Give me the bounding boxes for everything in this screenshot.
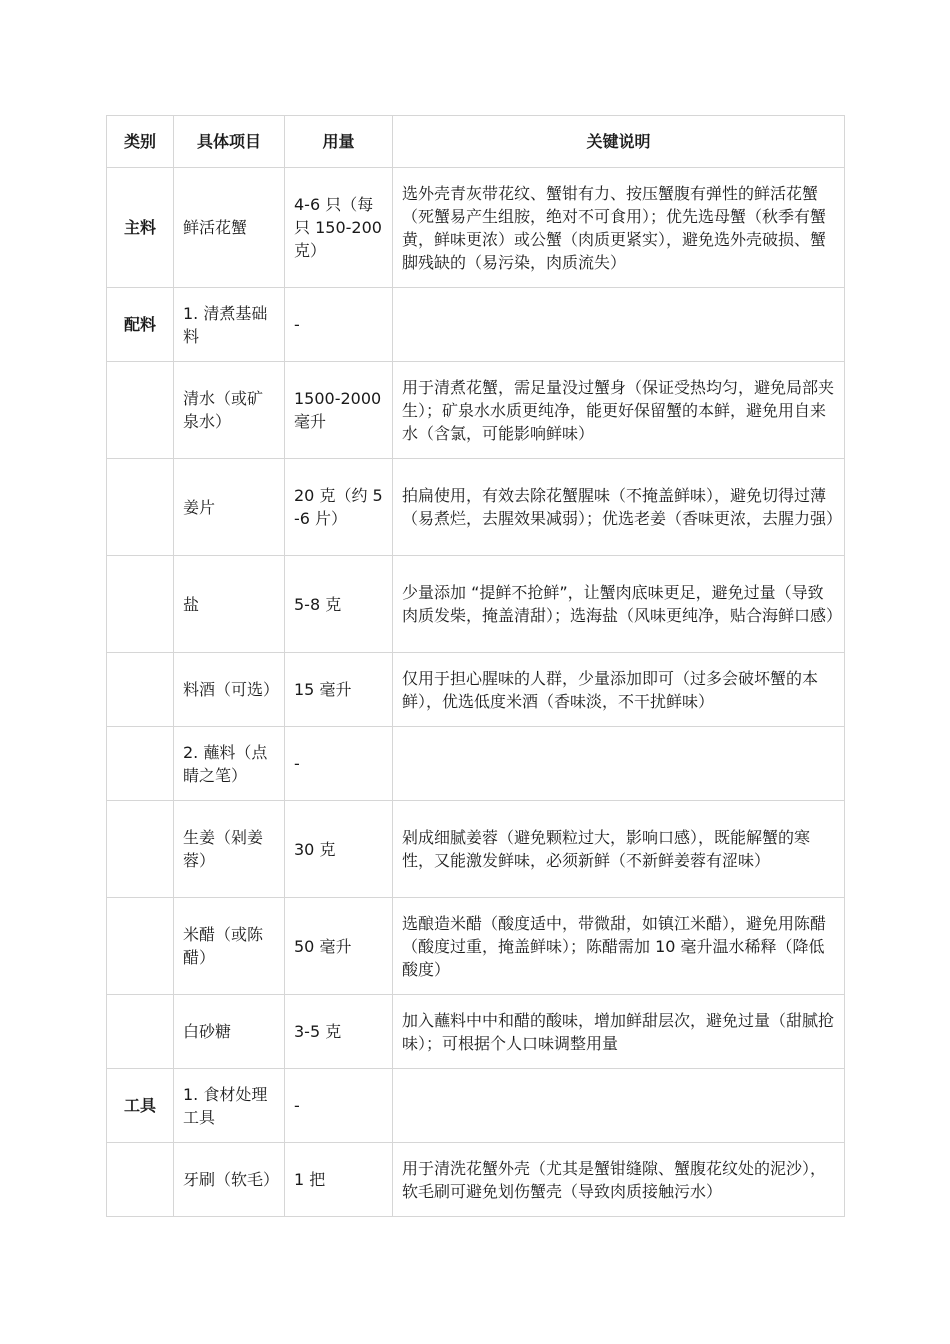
- category-cell: [107, 727, 174, 801]
- note-cell: 选酿造米醋（酸度适中，带微甜，如镇江米醋），避免用陈醋（酸度过重，掩盖鲜味）；陈醋需加 10 毫升温水稀释（降低酸度）: [393, 898, 845, 995]
- header-item: 具体项目: [174, 116, 285, 168]
- note-cell: [393, 1069, 845, 1143]
- category-cell: [107, 898, 174, 995]
- item-cell: 2. 蘸料（点睛之笔）: [174, 727, 285, 801]
- header-amount: 用量: [285, 116, 393, 168]
- item-cell: 鲜活花蟹: [174, 168, 285, 288]
- category-cell: [107, 1143, 174, 1217]
- amount-cell: 5-8 克: [285, 556, 393, 653]
- amount-cell: 1 把: [285, 1143, 393, 1217]
- note-cell: [393, 727, 845, 801]
- table-row: [107, 459, 845, 556]
- category-cell: 工具: [107, 1069, 174, 1143]
- category-cell: [107, 362, 174, 459]
- amount-cell: -: [285, 727, 393, 801]
- category-cell: 主料: [107, 168, 174, 288]
- header-category: 类别: [107, 116, 174, 168]
- table-row: [107, 362, 845, 459]
- category-cell: 配料: [107, 288, 174, 362]
- table-row: [107, 288, 845, 362]
- amount-cell: 20 克（约 5-6 片）: [285, 459, 393, 556]
- table-row: [107, 1069, 845, 1143]
- table-row: [107, 727, 845, 801]
- note-cell: 选外壳青灰带花纹、蟹钳有力、按压蟹腹有弹性的鲜活花蟹（死蟹易产生组胺，绝对不可食用）；优先选母蟹（秋季有蟹黄，鲜味更浓）或公蟹（肉质更紧实），避免选外壳破损、蟹脚残缺的（易污染，肉质流失）: [393, 168, 845, 288]
- amount-cell: 3-5 克: [285, 995, 393, 1069]
- amount-cell: -: [285, 288, 393, 362]
- item-cell: 米醋（或陈醋）: [174, 898, 285, 995]
- note-cell: 用于清煮花蟹，需足量没过蟹身（保证受热均匀，避免局部夹生）；矿泉水水质更纯净，能更好保留蟹的本鲜，避免用自来水（含氯，可能影响鲜味）: [393, 362, 845, 459]
- note-cell: 加入蘸料中中和醋的酸味，增加鲜甜层次，避免过量（甜腻抢味）；可根据个人口味调整用量: [393, 995, 845, 1069]
- table-row: [107, 168, 845, 288]
- item-cell: 白砂糖: [174, 995, 285, 1069]
- item-cell: 牙刷（软毛）: [174, 1143, 285, 1217]
- category-cell: [107, 995, 174, 1069]
- item-cell: 料酒（可选）: [174, 653, 285, 727]
- category-cell: [107, 459, 174, 556]
- item-cell: 生姜（剁姜蓉）: [174, 801, 285, 898]
- category-cell: [107, 801, 174, 898]
- item-cell: 姜片: [174, 459, 285, 556]
- amount-cell: 30 克: [285, 801, 393, 898]
- amount-cell: 1500-2000 毫升: [285, 362, 393, 459]
- item-cell: 1. 食材处理工具: [174, 1069, 285, 1143]
- header-note: 关键说明: [393, 116, 845, 168]
- note-cell: [393, 288, 845, 362]
- amount-cell: 15 毫升: [285, 653, 393, 727]
- table-row: [107, 556, 845, 653]
- note-cell: 用于清洗花蟹外壳（尤其是蟹钳缝隙、蟹腹花纹处的泥沙），软毛刷可避免划伤蟹壳（导致肉质接触污水）: [393, 1143, 845, 1217]
- note-cell: 仅用于担心腥味的人群，少量添加即可（过多会破坏蟹的本鲜），优选低度米酒（香味淡，不干扰鲜味）: [393, 653, 845, 727]
- amount-cell: -: [285, 1069, 393, 1143]
- amount-cell: 4-6 只（每只 150-200 克）: [285, 168, 393, 288]
- table-row: [107, 1143, 845, 1217]
- item-cell: 盐: [174, 556, 285, 653]
- amount-cell: 50 毫升: [285, 898, 393, 995]
- note-cell: 剁成细腻姜蓉（避免颗粒过大，影响口感），既能解蟹的寒性，又能激发鲜味，必须新鲜（不新鲜姜蓉有涩味）: [393, 801, 845, 898]
- ingredient-table: [106, 115, 845, 1217]
- note-cell: 少量添加 “提鲜不抢鲜”，让蟹肉底味更足，避免过量（导致肉质发柴，掩盖清甜）；选海盐（风味更纯净，贴合海鲜口感）: [393, 556, 845, 653]
- note-cell: 拍扁使用，有效去除花蟹腥味（不掩盖鲜味），避免切得过薄（易煮烂，去腥效果减弱）；优选老姜（香味更浓，去腥力强）: [393, 459, 845, 556]
- category-cell: [107, 556, 174, 653]
- item-cell: 清水（或矿泉水）: [174, 362, 285, 459]
- item-cell: 1. 清煮基础料: [174, 288, 285, 362]
- table-row: [107, 653, 845, 727]
- category-cell: [107, 653, 174, 727]
- table-row: [107, 898, 845, 995]
- table-row: [107, 801, 845, 898]
- table-header-row: [107, 116, 845, 168]
- table-row: [107, 995, 845, 1069]
